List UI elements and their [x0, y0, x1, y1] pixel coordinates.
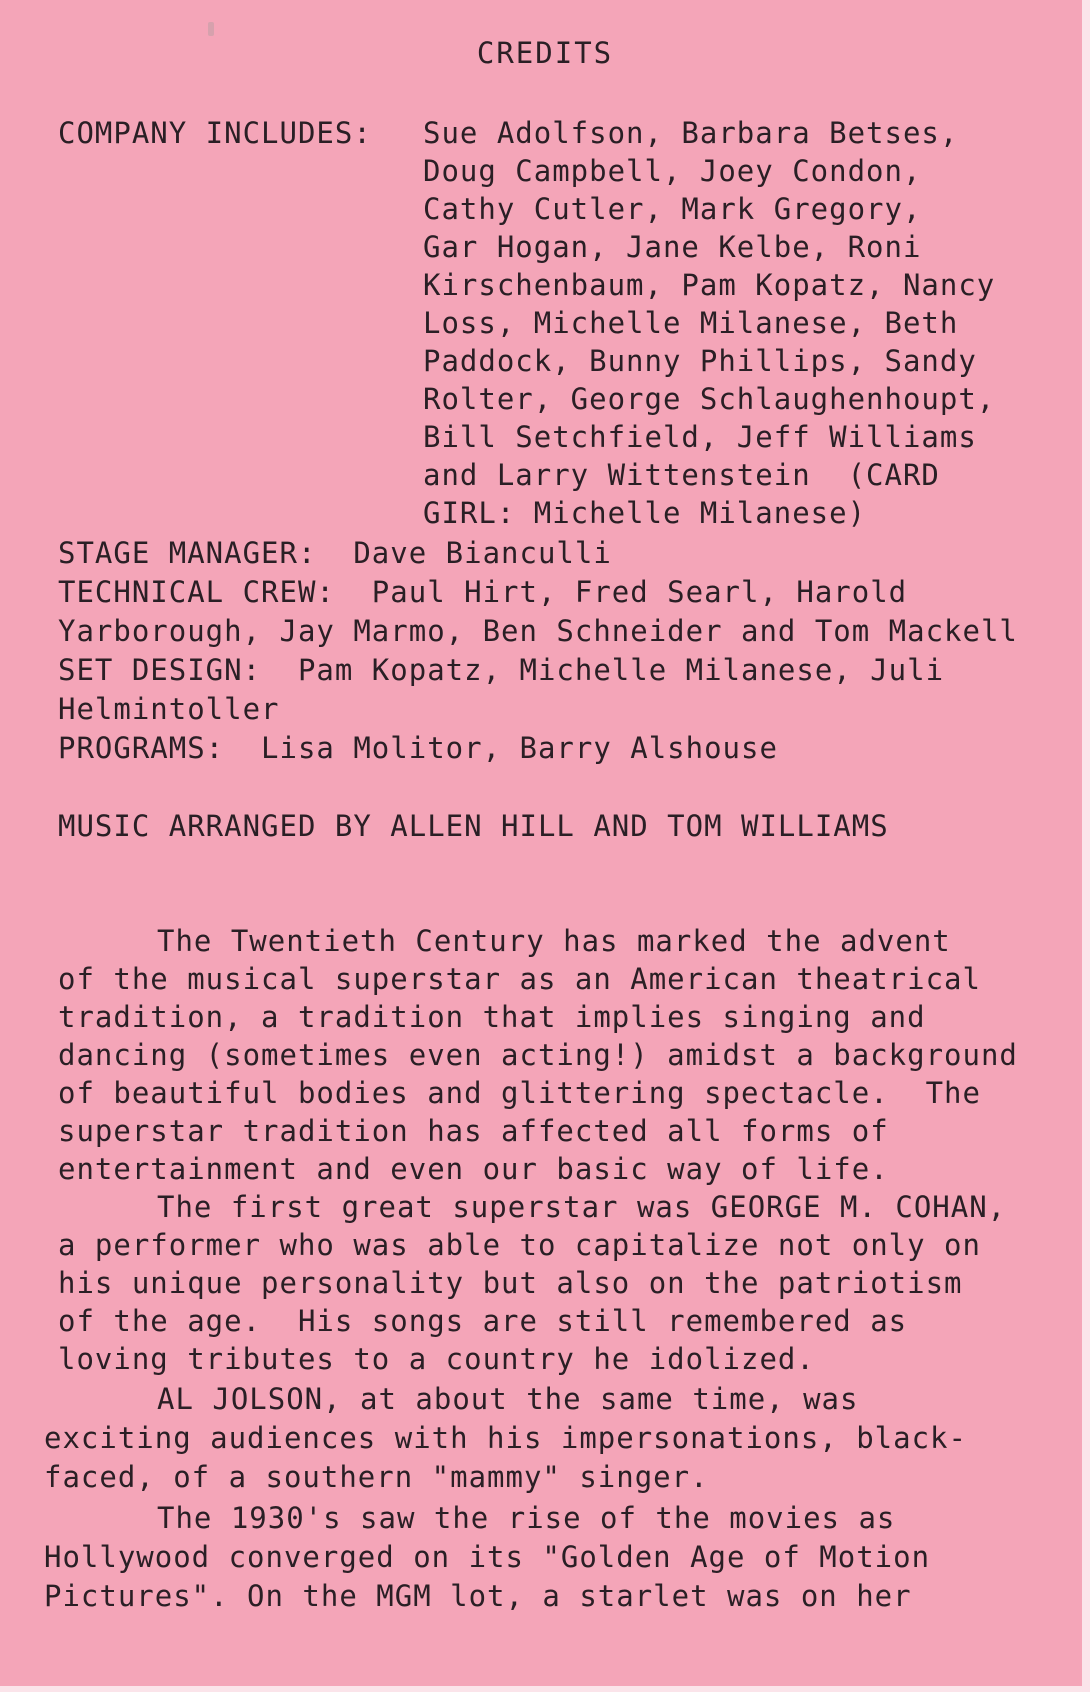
body-line: The first great superstar was GEORGE M. COHAN, [157, 1190, 1007, 1224]
body-line: faced, of a southern "mammy" singer. [44, 1460, 709, 1494]
company-line: GIRL: Michelle Milanese) [423, 496, 867, 530]
crew-line-technical: TECHNICAL CREW: Paul Hirt, Fred Searl, Harold [58, 575, 908, 609]
crew-line-technical-cont: Yarborough, Jay Marmo, Ben Schneider and Tom Mackell [58, 614, 1018, 648]
company-label: COMPANY INCLUDES: [58, 116, 372, 150]
body-line: superstar tradition has affected all forms of [58, 1114, 889, 1148]
crew-line-stage-manager: STAGE MANAGER: Dave Bianculli [58, 536, 612, 570]
company-line: Paddock, Bunny Phillips, Sandy [423, 344, 977, 378]
company-line: Cathy Cutler, Mark Gregory, [423, 192, 922, 226]
body-line: a performer who was able to capitalize not only on [58, 1228, 981, 1262]
company-line: Loss, Michelle Milanese, Beth [423, 306, 959, 340]
company-line: and Larry Wittenstein (CARD [423, 458, 940, 492]
page-title: CREDITS [476, 36, 614, 70]
body-line: of the age. His songs are still remembered as [58, 1304, 908, 1338]
body-line: Hollywood converged on its "Golden Age of Motion [44, 1540, 931, 1574]
company-line: Doug Campbell, Joey Condon, [423, 154, 922, 188]
company-line: Rolter, George Schlaughenhoupt, [423, 382, 996, 416]
company-line: Kirschenbaum, Pam Kopatz, Nancy [423, 268, 996, 302]
body-line: loving tributes to a country he idolized. [58, 1342, 815, 1376]
body-line: Pictures". On the MGM lot, a starlet was on her [44, 1579, 912, 1613]
paper-edge-right [1082, 0, 1090, 1692]
body-line: of beautiful bodies and glittering spectacle. The [58, 1076, 981, 1110]
company-line: Sue Adolfson, Barbara Betses, [423, 116, 959, 150]
company-line: Gar Hogan, Jane Kelbe, Roni [423, 230, 922, 264]
body-line: his unique personality but also on the patriotism [58, 1266, 963, 1300]
body-line: of the musical superstar as an American theatrical [58, 962, 981, 996]
body-line: entertainment and even our basic way of life. [58, 1152, 889, 1186]
body-line: exciting audiences with his impersonations, black- [44, 1421, 967, 1455]
body-line: tradition, a tradition that implies singing and [58, 1000, 926, 1034]
paper-speck [208, 22, 214, 36]
body-line: dancing (sometimes even acting!) amidst a background [58, 1038, 1018, 1072]
crew-line-set-design-cont: Helmintoller [58, 692, 280, 726]
paper-edge-bottom [0, 1686, 1090, 1692]
crew-line-set-design: SET DESIGN: Pam Kopatz, Michelle Milanese, Juli [58, 653, 945, 687]
company-line: Bill Setchfield, Jeff Williams [423, 420, 977, 454]
body-line: AL JOLSON, at about the same time, was [157, 1382, 859, 1416]
body-line: The 1930's saw the rise of the movies as [157, 1501, 896, 1535]
crew-line-programs: PROGRAMS: Lisa Molitor, Barry Alshouse [58, 731, 778, 765]
body-line: The Twentieth Century has marked the advent [157, 924, 951, 958]
music-credit: MUSIC ARRANGED BY ALLEN HILL AND TOM WILLIAMS [58, 809, 889, 843]
